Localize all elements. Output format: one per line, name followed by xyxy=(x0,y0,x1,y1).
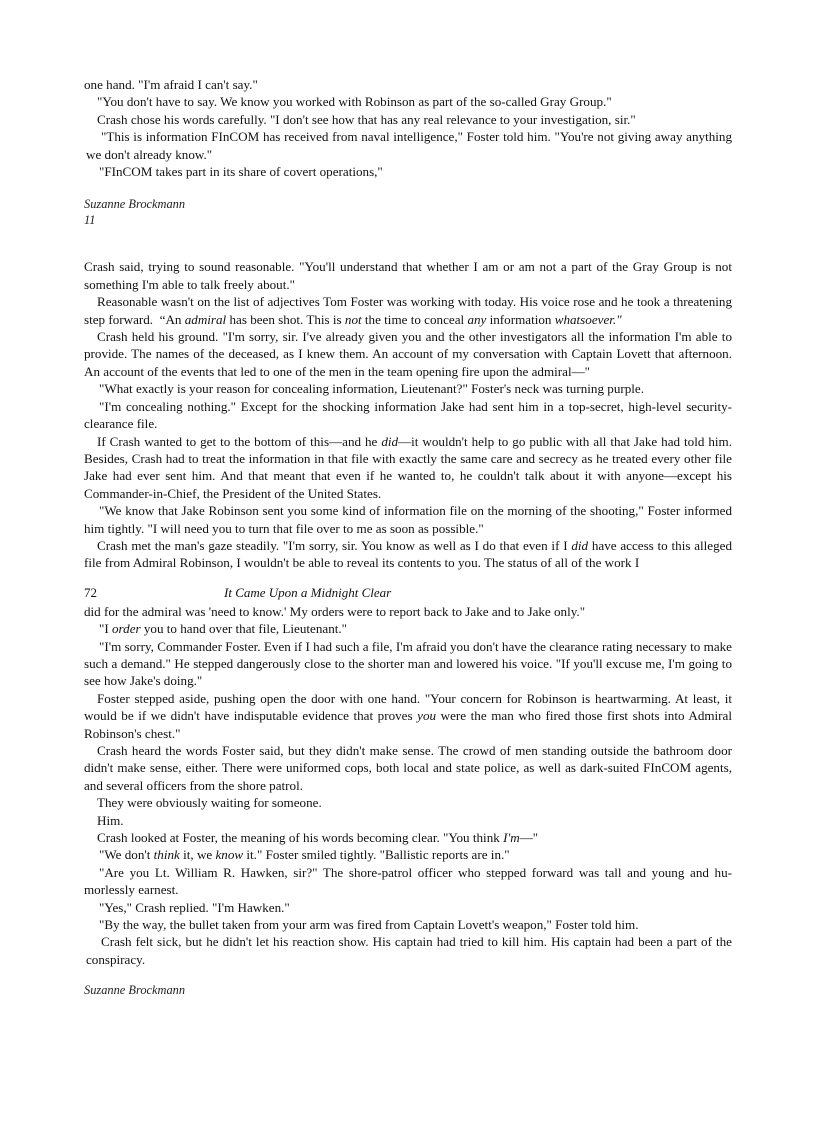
paragraph: "What exactly is your reason for concealing information, Lieutenant?" Foster's neck was turning purple. xyxy=(99,381,644,397)
paragraph: If Crash wanted to get to the bottom of this—and he did—it wouldn't help to go public with all that Jake had told him. Besides, Crash had to treat the information in that file with exactly the same care and secrecy as he treated every other file Jake had ever sent him. And that meant that even if he wanted to, he couldn't talk about it with anyone—except his Commander-in-Chief, the President of the United States. xyxy=(84,433,732,501)
paragraph: Him. xyxy=(97,812,124,828)
paragraph: did for the admiral was 'need to know.' My orders were to report back to Jake and to Jake only." xyxy=(84,603,586,619)
paragraph: "I order you to hand over that file, Lieutenant." xyxy=(99,621,348,637)
paragraph: Crash felt sick, but he didn't let his reaction show. His captain had tried to kill him. His captain had been a part of the conspiracy. xyxy=(86,934,732,967)
text-block-bottom xyxy=(84,603,732,969)
paragraph: Reasonable wasn't on the list of adjectives Tom Foster was working with today. His voice rose and he took a threatening step forward. “An admiral has been shot. This is not the time to conceal any information whatsoever." xyxy=(84,294,732,327)
paragraph: "We don't think it, we know it." Foster smiled tightly. "Ballistic reports are in." xyxy=(99,847,510,863)
paragraph: They were obviously waiting for someone. xyxy=(97,795,322,811)
paragraph: Crash held his ground. "I'm sorry, sir. I've already given you and the other investigators all the information I'm able to provide. The names of the deceased, as I knew them. An account of my conversation with Captain Lovett that afternoon. An account of the events that led to one of the men in the team opening fire upon the admiral—" xyxy=(84,329,732,379)
paragraph: "By the way, the bullet taken from your arm was fired from Captain Lovett's weapon," Foster told him. xyxy=(99,917,639,933)
paragraph: "This is information FInCOM has received from naval intelligence," Foster told him. "You're not giving away anything we don't already know." xyxy=(86,129,732,162)
paragraph: one hand. "I'm afraid I can't say." xyxy=(84,77,258,92)
header-book-title: It Came Upon a Midnight Clear xyxy=(224,584,392,600)
text-block-middle xyxy=(84,258,732,571)
paragraph: "You don't have to say. We know you worked with Robinson as part of the so-called Gray Group." xyxy=(97,94,612,110)
book-page xyxy=(84,76,732,998)
paragraph: Crash looked at Foster, the meaning of his words becoming clear. "You think I'm—" xyxy=(97,830,539,846)
footer-author-bottom: Suzanne Brockmann xyxy=(84,983,186,998)
paragraph: "We know that Jake Robinson sent you some kind of information file on the morning of the shooting," Foster informed him tightly. "I will need you to turn that file over to me as soon as possible." xyxy=(84,503,732,536)
paragraph: "Are you Lt. William R. Hawken, sir?" The shore-patrol officer who stepped forward was tall and young and hu-morlessly earnest. xyxy=(84,864,732,898)
footer-page-number: 11 xyxy=(84,213,96,228)
paragraph: Crash met the man's gaze steadily. "I'm sorry, sir. You know as well as I do that even if I did have access to this alleged file from Admiral Robinson, I wouldn't be able to reveal its contents to you. The status of all of the work I xyxy=(84,537,732,571)
footer-author: Suzanne Brockmann xyxy=(84,197,186,212)
paragraph: Foster stepped aside, pushing open the door with one hand. "Your concern for Robinson is heartwarming. At least, it would be if we didn't have indisputable evidence that proves you were the man who fired those first shots into Admiral Robinson's chest." xyxy=(84,690,732,741)
paragraph: "I'm sorry, Commander Foster. Even if I had such a file, I'm afraid you don't have the clearance rating necessary to make such a demand." He stepped dangerously close to the shorter man and lowered his voice. "If you'll excuse me, I'm going to see how Jake's doing." xyxy=(84,638,732,689)
running-header xyxy=(84,584,732,601)
paragraph: Crash heard the words Foster said, but they didn't make sense. The crowd of men standing outside the bathroom door didn't make sense, either. There were uniformed cops, both local and state police, as well as dark-suited FInCOM agents, and several officers from the shore patrol. xyxy=(84,743,732,793)
paragraph: "I'm concealing nothing." Except for the shocking information Jake had sent him in a top-secret, high-level security-clearance file. xyxy=(84,398,732,432)
paragraph: "Yes," Crash replied. "I'm Hawken." xyxy=(99,899,290,915)
text-block-top xyxy=(84,76,732,180)
paragraph: "FInCOM takes part in its share of covert operations," xyxy=(99,164,383,180)
paragraph: Crash said, trying to sound reasonable. "You'll understand that whether I am or am not a part of the Gray Group is not something I'm able to talk freely about." xyxy=(84,259,732,292)
header-page-number: 72 xyxy=(84,584,97,600)
paragraph: Crash chose his words carefully. "I don't see how that has any real relevance to your investigation, sir." xyxy=(97,111,636,127)
